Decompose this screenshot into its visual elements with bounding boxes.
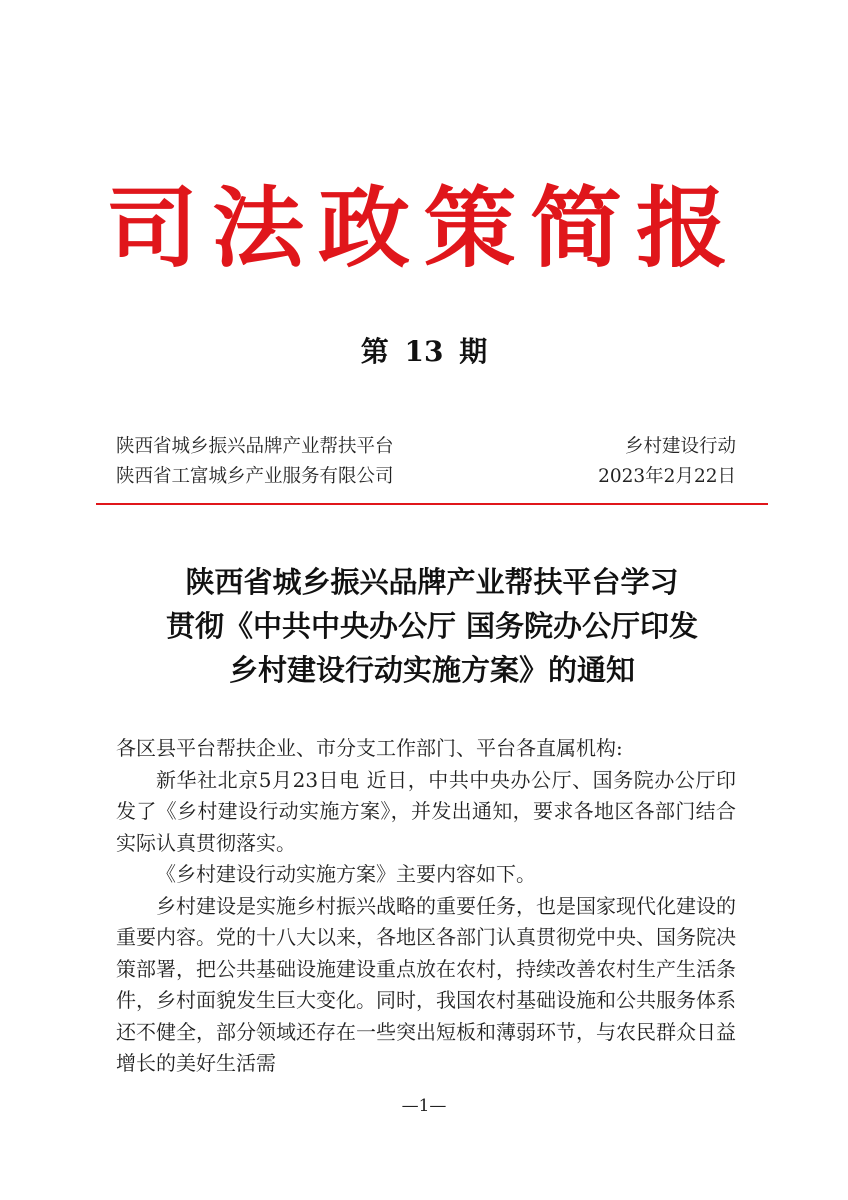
issuer-name-1: 陕西省城乡振兴品牌产业帮扶平台 (116, 436, 394, 457)
body-paragraph: 新华社北京5月23日电 近日，中共中央办公厅、国务院办公厅印发了《乡村建设行动实施方案》，并发出通知，要求各地区各部门结合实际认真贯彻落实。 (116, 767, 736, 855)
document-title-line: 乡村建设行动实施方案》的通知 (228, 653, 635, 687)
document-title-line: 贯彻《中共中央办公厅 国务院办公厅印发 (165, 609, 699, 643)
body-paragraph: 乡村建设是实施乡村振兴战略的重要任务，也是国家现代化建设的重要内容。党的十八大以来，各地区各部门认真贯彻党中央、国务院决策部署，把公共基础设施建设重点放在农村，持续改善农村生产生活条件，乡村面貌发生巨大变化。同时，我国农村基础设施和公共服务体系还不健全，部分领域还存在一些突出短板和薄弱环节，与农民群众日益增长的美好生活需 (116, 893, 736, 1075)
masthead-title: 司法政策简报 (105, 176, 742, 280)
document-title-line: 陕西省城乡振兴品牌产业帮扶平台学习 (185, 565, 679, 599)
document-title (96, 560, 768, 692)
column-label: 乡村建设行动 (624, 436, 736, 457)
document-body (116, 733, 736, 1080)
red-divider-rule (96, 503, 768, 505)
page-number: —1— (401, 1096, 447, 1116)
salutation: 各区县平台帮扶企业、市分支工作部门、平台各直属机构: (116, 736, 623, 760)
issuer-name-2: 陕西省工富城乡产业服务有限公司 (116, 466, 394, 487)
meta-row-issuer-2 (116, 462, 736, 492)
meta-row-issuer-1 (116, 432, 736, 462)
issue-date: 2023年2月22日 (598, 466, 736, 487)
issue-number: 第 13 期 (360, 335, 488, 368)
body-paragraph: 《乡村建设行动实施方案》主要内容如下。 (156, 862, 536, 886)
